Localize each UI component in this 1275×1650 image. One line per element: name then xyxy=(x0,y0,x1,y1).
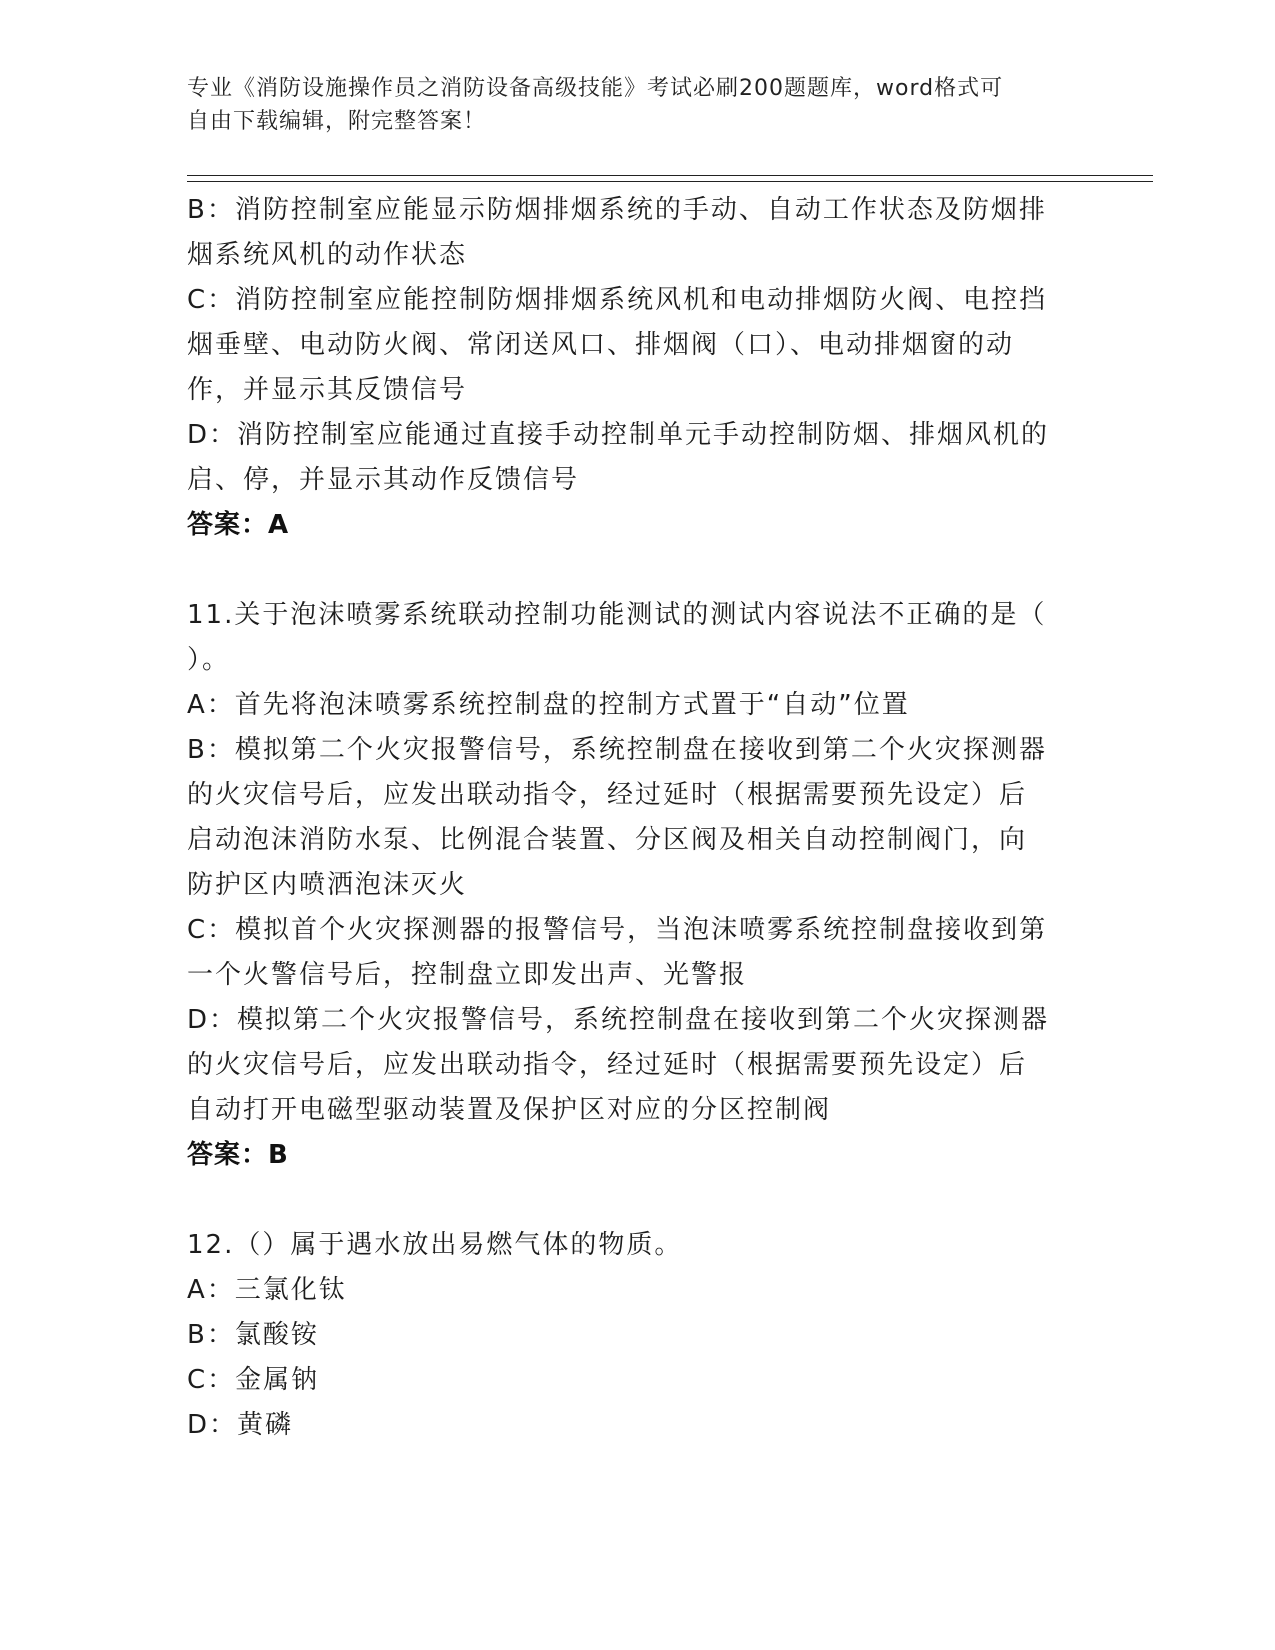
q10-answer: 答案：A xyxy=(187,510,290,540)
header-rule-top xyxy=(187,175,1153,176)
q12-option-a: A：三氯化钛 xyxy=(187,1275,347,1305)
text-line: B：模拟第二个火灾报警信号，系统控制盘在接收到第二个火灾探测器 xyxy=(187,735,1047,765)
text-line: 一个火警信号后，控制盘立即发出声、光警报 xyxy=(187,960,748,990)
q12-option-b: B：氯酸铵 xyxy=(187,1320,319,1350)
text-line: D：模拟第二个火灾报警信号，系统控制盘在接收到第二个火灾探测器 xyxy=(187,1005,1050,1035)
q11-answer: 答案：B xyxy=(187,1140,289,1170)
q11-stem xyxy=(187,593,1067,683)
page-header xyxy=(187,72,1067,138)
text-line: 的火灾信号后，应发出联动指令，经过延时（根据需要预先设定）后 xyxy=(187,1050,1028,1080)
text-line: ）。 xyxy=(187,645,231,675)
text-line: 烟垂壁、电动防火阀、常闭送风口、排烟阀（口）、电动排烟窗的动 xyxy=(187,330,1015,360)
q12-option-d: D：黄磷 xyxy=(187,1410,294,1440)
text-line: C：消防控制室应能控制防烟排烟系统风机和电动排烟防火阀、电控挡 xyxy=(187,285,1048,315)
text-line: D：消防控制室应能通过直接手动控制单元手动控制防烟、排烟风机的 xyxy=(187,420,1050,450)
text-line: C：模拟首个火灾探测器的报警信号，当泡沫喷雾系统控制盘接收到第 xyxy=(187,915,1048,945)
text-line: 启动泡沫消防水泵、比例混合装置、分区阀及相关自动控制阀门，向 xyxy=(187,825,1028,855)
question-10 xyxy=(187,188,1067,548)
text-line: 防护区内喷洒泡沫灭火 xyxy=(187,870,468,900)
header-line-2: 自由下载编辑，附完整答案！ xyxy=(187,109,487,134)
question-12 xyxy=(187,1223,1067,1448)
q11-option-c xyxy=(187,908,1067,998)
q10-option-c xyxy=(187,278,1067,413)
q11-option-b xyxy=(187,728,1067,908)
text-line: 自动打开电磁型驱动装置及保护区对应的分区控制阀 xyxy=(187,1095,832,1125)
question-11 xyxy=(187,593,1067,1178)
q12-stem: 12.（）属于遇水放出易燃气体的物质。 xyxy=(187,1230,683,1260)
document-body xyxy=(187,188,1067,1448)
q11-option-d xyxy=(187,998,1067,1133)
text-line: 11.关于泡沫喷雾系统联动控制功能测试的测试内容说法不正确的是（ xyxy=(187,600,1047,630)
spacer xyxy=(187,548,1067,593)
text-line: A：首先将泡沫喷雾系统控制盘的控制方式置于“自动”位置 xyxy=(187,690,910,720)
text-line: 启、停，并显示其动作反馈信号 xyxy=(187,465,580,495)
text-line: B：消防控制室应能显示防烟排烟系统的手动、自动工作状态及防烟排 xyxy=(187,195,1047,225)
text-line: 的火灾信号后，应发出联动指令，经过延时（根据需要预先设定）后 xyxy=(187,780,1028,810)
q10-option-b xyxy=(187,188,1067,278)
q12-option-c: C：金属钠 xyxy=(187,1365,320,1395)
text-line: 作，并显示其反馈信号 xyxy=(187,375,468,405)
spacer xyxy=(187,1178,1067,1223)
text-line: 烟系统风机的动作状态 xyxy=(187,240,468,270)
header-rule-bottom xyxy=(187,181,1153,182)
q10-option-d xyxy=(187,413,1067,503)
header-line-1: 专业《消防设施操作员之消防设备高级技能》考试必刷200题题库，word格式可 xyxy=(187,76,1004,101)
q11-option-a xyxy=(187,683,1067,728)
